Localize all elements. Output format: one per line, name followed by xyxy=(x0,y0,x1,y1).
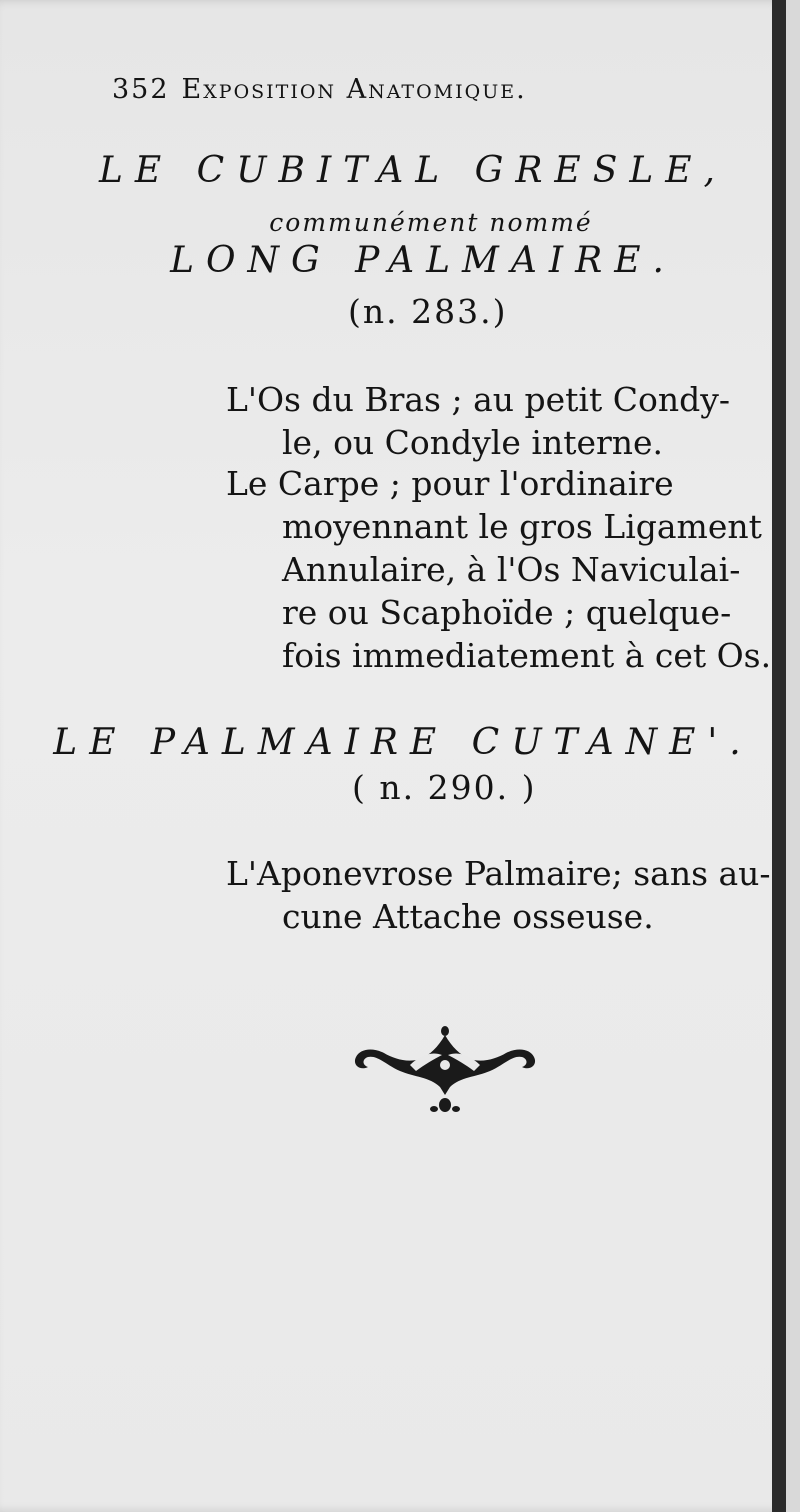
text-line: le, ou Condyle interne. xyxy=(282,423,664,462)
text-line: L'Os du Bras ; au petit Condy- xyxy=(226,380,730,419)
running-title: Exposition Anatomique. xyxy=(181,74,527,105)
section-title-long-palmaire: LONG PALMAIRE. xyxy=(170,240,676,281)
running-head xyxy=(112,74,527,105)
text-line: Le Carpe ; pour l'ordinaire xyxy=(226,464,674,503)
section-title-palmaire-cutane: LE PALMAIRE CUTANE'. xyxy=(53,722,753,763)
text-line: L'Aponevrose Palmaire; sans au- xyxy=(226,854,771,893)
text-line: re ou Scaphoïde ; quelque- xyxy=(282,593,732,632)
text-line: cune Attache osseuse. xyxy=(282,897,654,936)
section-title-cubital: LE CUBITAL GRESLE, xyxy=(98,150,727,191)
text-line: fois immediatement à cet Os. xyxy=(282,636,772,675)
text-line: Annulaire, à l'Os Naviculai- xyxy=(282,550,741,589)
reference-number: (n. 283.) xyxy=(348,292,508,331)
paragraph-origin xyxy=(226,378,746,464)
text-line: moyennant le gros Ligament xyxy=(282,507,762,546)
page-number: 352 xyxy=(112,74,170,105)
section-subtitle: communément nommé xyxy=(269,208,593,237)
paragraph-insertion xyxy=(226,462,772,677)
paragraph-palmaire-cutane xyxy=(226,852,771,938)
fleuron-ornament-icon xyxy=(350,1025,540,1117)
reference-number: ( n. 290. ) xyxy=(352,768,537,807)
